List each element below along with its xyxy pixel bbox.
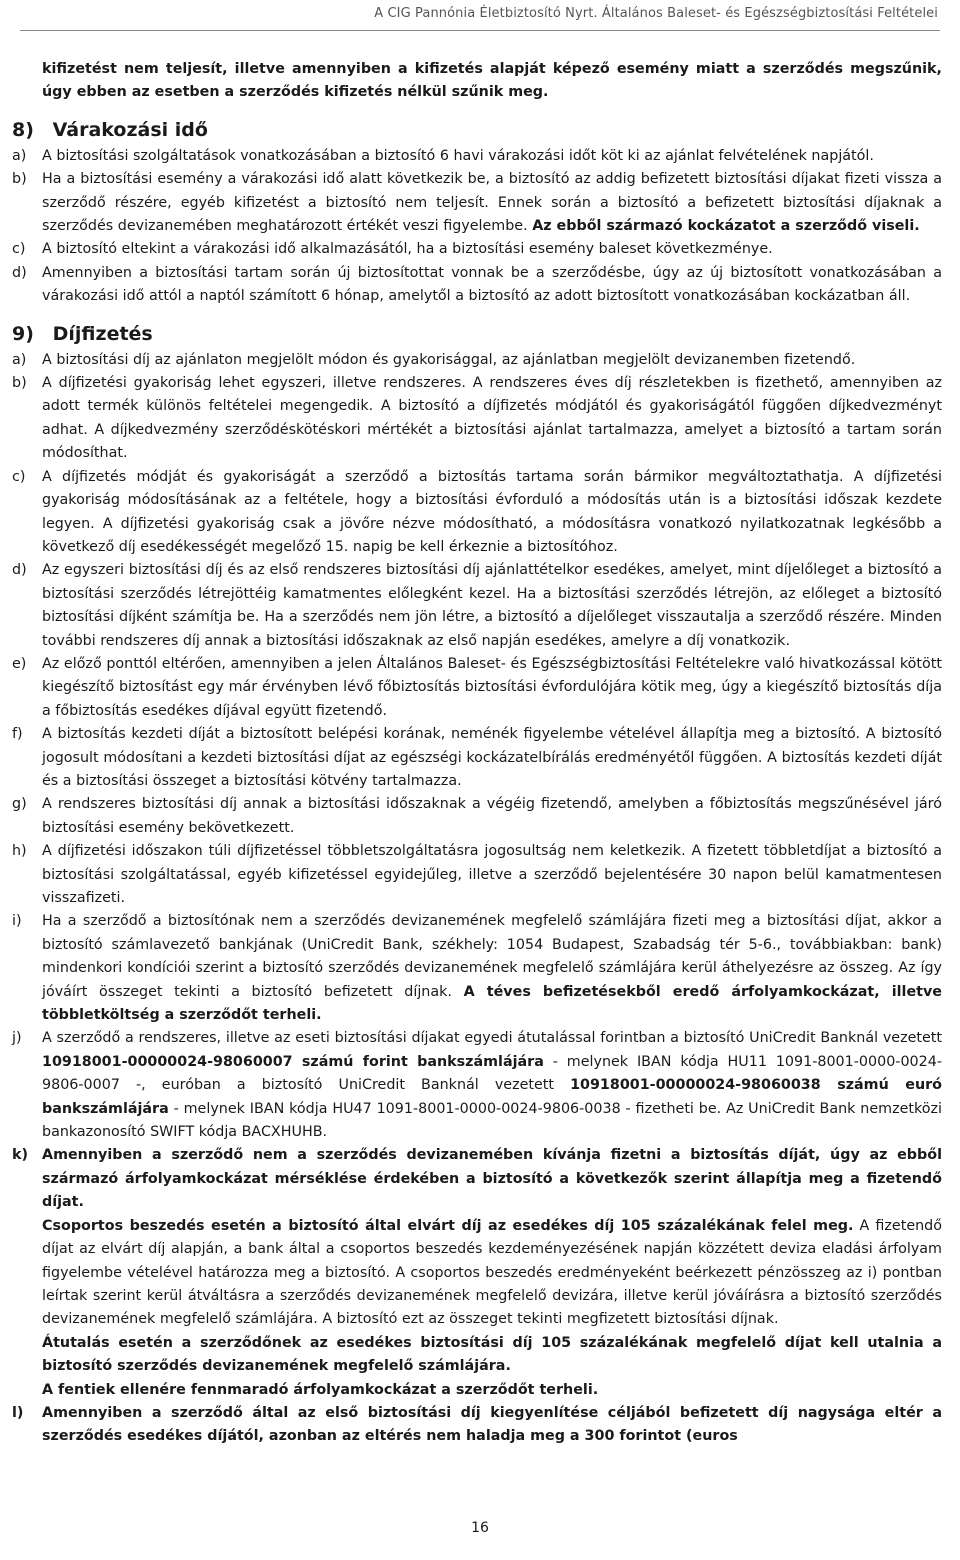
item-text: A rendszeres biztosítási díj annak a biztosítási időszaknak a végéig fizetendő, amelyben a főbiztosítás megszűnésével járó biztosítási esemény bekövetkezett.	[42, 796, 942, 836]
section-9-number: 9)	[12, 322, 34, 345]
item-label: l)	[12, 1404, 24, 1421]
item-text: A díjfizetés módját és gyakoriságát a szerződő a biztosítás tartama során bármikor megváltoztathatja. A díjfizetési gyakoriság módosításának az a feltétele, hogy a biztosítási évforduló a módosítás után is a biztosítási időszak kezdete legyen. A díjfizetési gyakoriság csak a jövőre nézve módosítható, a módosításra vonatkozó nyilatkozatnak legkésőbb a következő díj esedékességét megelőző 15. napig be kell érkeznie a biztosítóhoz.	[42, 468, 942, 555]
header-divider	[20, 30, 940, 31]
section-9-heading	[12, 321, 942, 347]
item-text-regular: A fizetendő díjat az elvárt díj alapján, a bank által a csoportos beszedés kezdeményezésének napján közzétett deviza eladási árfolyam figyelembe vételével határozza meg a biztosító. A csoportos beszedés eredményeként beérkezett pénzösszeg az i) pontban leírtak szerint kerül átváltásra a szerződés devizanemének megfelelő devizára, illetve kerül jóváírásra a biztosító szerződés devizanemének megfelelő számlájára. A biztosító ezt az összeget tekinti megfizetett biztosítási díjnak.	[42, 1217, 942, 1328]
item-text-bold: Amennyiben a szerződő nem a szerződés devizanemében kívánja fizetni a biztosítás díját, úgy az ebből származó árfolyamkockázat mérséklése érdekében a biztosító a következők szerint állapítja meg a fizetendő díjat.	[42, 1147, 942, 1211]
section-9-item-a	[12, 349, 942, 372]
item-label: b)	[12, 171, 27, 188]
item-text: A díjfizetési gyakoriság lehet egyszeri, illetve rendszeres. A rendszeres éves díj részletekben is fizethető, amennyiben az adott termék különös feltételei megengedik. A biztosító a díjfizetés módjától és gyakoriságától függően díjkedvezményt adhat. A díjkedvezmény szerződéskötéskori mértékét a biztosítási ajánlat tartalmazza, amelyet a biztosító a tartam során módosíthat.	[42, 375, 942, 462]
item-text-bold: Csoportos beszedés esetén a biztosító által elvárt díj az esedékes díj 105 százalékának felel meg.	[42, 1217, 854, 1234]
item-text: Az egyszeri biztosítási díj és az első rendszeres biztosítási díj ajánlattételkor esedékes, amelyet, mint díjelőleget a biztosító a biztosítási szerződés létrejöttéig kamatmentes előlegként kezel. Ha a biztosítási szerződés létrejön, az előleget a biztosító biztosítási díjként számítja be. Ha a szerződés nem jön létre, a biztosító a díjelőleget visszautalja a szerződő részére. Minden további rendszeres díj annak a biztosítási időszaknak az első napján esedékes, amelyre a díj vonatkozik.	[42, 562, 942, 649]
section-8-item-b	[12, 168, 942, 238]
section-9-item-c	[12, 466, 942, 560]
item-text	[42, 1027, 942, 1144]
item-text-regular: - melynek IBAN kódja HU11 1091-8001-0000-0024-9806-0007 -, euróban a biztosító UniCredit Banknál vezetett	[42, 1053, 942, 1094]
item-label: i)	[12, 913, 22, 930]
item-label: j)	[12, 1030, 22, 1047]
section-9-item-k-transfer: Átutalás esetén a szerződőnek az esedékes biztosítási díj 105 százalékának megfelelő díjat kell utalnia a biztosító szerződés devizanemének megfelelő számlájára.	[42, 1334, 942, 1375]
forint-account-number: 10918001-00000024-98060007 számú forint bankszámlájára	[42, 1053, 544, 1070]
item-text	[42, 910, 942, 1027]
item-label: d)	[12, 264, 27, 281]
section-9-item-l	[12, 1402, 942, 1449]
item-label: g)	[12, 796, 27, 813]
item-label: b)	[12, 375, 27, 392]
item-text-regular: Ha a biztosítási esemény a várakozási idő alatt következik be, a biztosító az addig befizetett biztosítási díjakat fizeti vissza a szerződő részére, egyéb kifizetést a biztosító nem teljesít. Ennek során a biztosító a befizetett biztosítási díjaknak a szerződés devizanemében meghatározott értékét veszi figyelembe.	[42, 171, 942, 235]
section-9-item-d	[12, 559, 942, 653]
item-text: A biztosítási díj az ajánlaton megjelölt módon és gyakorisággal, az ajánlatban megjelölt devizanemben fizetendő.	[42, 351, 856, 368]
section-8-title: Várakozási idő	[52, 118, 208, 141]
item-text: A biztosítási szolgáltatások vonatkozásában a biztosító 6 havi várakozási időt köt ki az ajánlat felvételének napjától.	[42, 147, 874, 164]
item-label: d)	[12, 562, 27, 579]
item-label: c)	[12, 241, 26, 258]
intro-paragraph: kifizetést nem teljesít, illetve amennyiben a kifizetés alapját képező esemény miatt a szerződés megszűnik, úgy ebben az esetben a szerződés kifizetés nélkül szűnik meg.	[42, 61, 942, 101]
item-text: A díjfizetési időszakon túli díjfizetéssel többletszolgáltatásra jogosultság nem keletkezik. A fizetett többletdíjat a biztosító a biztosítási szolgáltatással, egyéb kifizetéssel egyidejűleg, illetve a szerződő bejelentésére 30 napon belül kamatmentesen visszafizeti.	[42, 843, 942, 906]
section-8-item-a	[12, 145, 942, 168]
item-text: A biztosító eltekint a várakozási idő alkalmazásától, ha a biztosítási esemény baleset következménye.	[42, 241, 773, 258]
item-text	[42, 168, 942, 238]
section-8-item-c	[12, 238, 942, 261]
section-9-item-f	[12, 723, 942, 793]
item-text-regular: Ha a szerződő a biztosítónak nem a szerződés devizanemének megfelelő számlájára fizeti meg a biztosítási díjat, akkor a biztosító számlavezető bankjának (UniCredit Bank, székhely: 1054 Budapest, Szabadság tér 5-6., továbbiakban: bank) mindenkori kondíciói szerint a biztosító szerződés devizanemének megfelelő számlájára kerül áthelyezésre az összeg. Az így jóváírt összeget tekinti a biztosító befizetett díjnak.	[42, 913, 942, 1000]
section-9-title: Díjfizetés	[52, 322, 153, 345]
item-label: a)	[12, 351, 27, 368]
euro-account-number: 10918001-00000024-98060038 számú euró bankszámlájára	[42, 1077, 942, 1117]
section-9-item-k-collective	[12, 1215, 942, 1332]
section-9-item-h	[12, 840, 942, 910]
item-text-bold: A téves befizetésekből eredő árfolyamkockázat, illetve többletköltség a szerződőt terheli.	[42, 983, 943, 1024]
item-text-regular: A szerződő a rendszeres, illetve az eseti biztosítási díjakat egyedi átutalással forintban a biztosító UniCredit Banknál vezetett	[42, 1030, 942, 1047]
section-9-item-b	[12, 372, 942, 466]
item-text-bold: Amennyiben a szerződő által az első biztosítási díj kiegyenlítése céljából befizetett díj nagysága eltér a szerződés esedékes díjától, azonban az eltérés nem haladja meg a 300 forintot (euros	[42, 1404, 942, 1445]
item-label: c)	[12, 468, 26, 485]
item-text: A biztosítás kezdeti díját a biztosított belépési korának, neménék figyelembe vételével állapítja meg a biztosító. A biztosító jogosult módosítani a kezdeti biztosítási díjat az egészségi kockázatelbírálás eredményétől függően. A biztosítás kezdeti díját és a biztosítási összeget a biztosítási kötvény tartalmazza.	[42, 726, 942, 789]
document-body	[12, 58, 942, 1449]
item-text-regular: - melynek IBAN kódja HU47 1091-8001-0000-0024-9806-0038 - fizetheti be. Az UniCredit Bank nemzetközi bankazonosító SWIFT kódja BACXHUHB.	[42, 1100, 942, 1141]
section-9-item-j	[12, 1027, 942, 1144]
section-9-item-k	[12, 1144, 942, 1214]
item-text-bold: Az ebből származó kockázatot a szerződő viseli.	[532, 218, 920, 235]
section-8-number: 8)	[12, 118, 34, 141]
section-8-heading	[12, 117, 942, 143]
running-header: A CIG Pannónia Életbiztosító Nyrt. Általános Baleset- és Egészségbiztosítási Feltételei	[374, 6, 938, 21]
item-label: h)	[12, 843, 27, 860]
page-number: 16	[471, 1520, 489, 1536]
section-9-item-e	[12, 653, 942, 723]
section-9-item-k-risk: A fentiek ellenére fennmaradó árfolyamkockázat a szerződőt terheli.	[42, 1381, 599, 1398]
item-label: e)	[12, 655, 27, 672]
item-label: a)	[12, 147, 27, 164]
section-8-item-d	[12, 262, 942, 309]
section-9-item-i	[12, 910, 942, 1027]
item-text: Amennyiben a biztosítási tartam során új biztosítottat vonnak be a szerződésbe, úgy az új biztosított vonatkozásában a várakozási idő attól a naptól számított 6 hónap, amelytől a biztosító az adott biztosított vonatkozásában kockázatban áll.	[42, 264, 942, 305]
section-9-item-g	[12, 793, 942, 840]
item-label: k)	[12, 1147, 29, 1164]
item-label: f)	[12, 726, 23, 743]
item-text: Az előző ponttól eltérően, amennyiben a jelen Általános Baleset- és Egészségbiztosítási Feltételekre való hivatkozással kötött kiegészítő biztosítást egy már érvényben lévő főbiztosítás biztosítási évfordulójára kötik meg, úgy a kiegészítő biztosítás díja a főbiztosítás esedékes díjával együtt fizetendő.	[42, 655, 942, 719]
